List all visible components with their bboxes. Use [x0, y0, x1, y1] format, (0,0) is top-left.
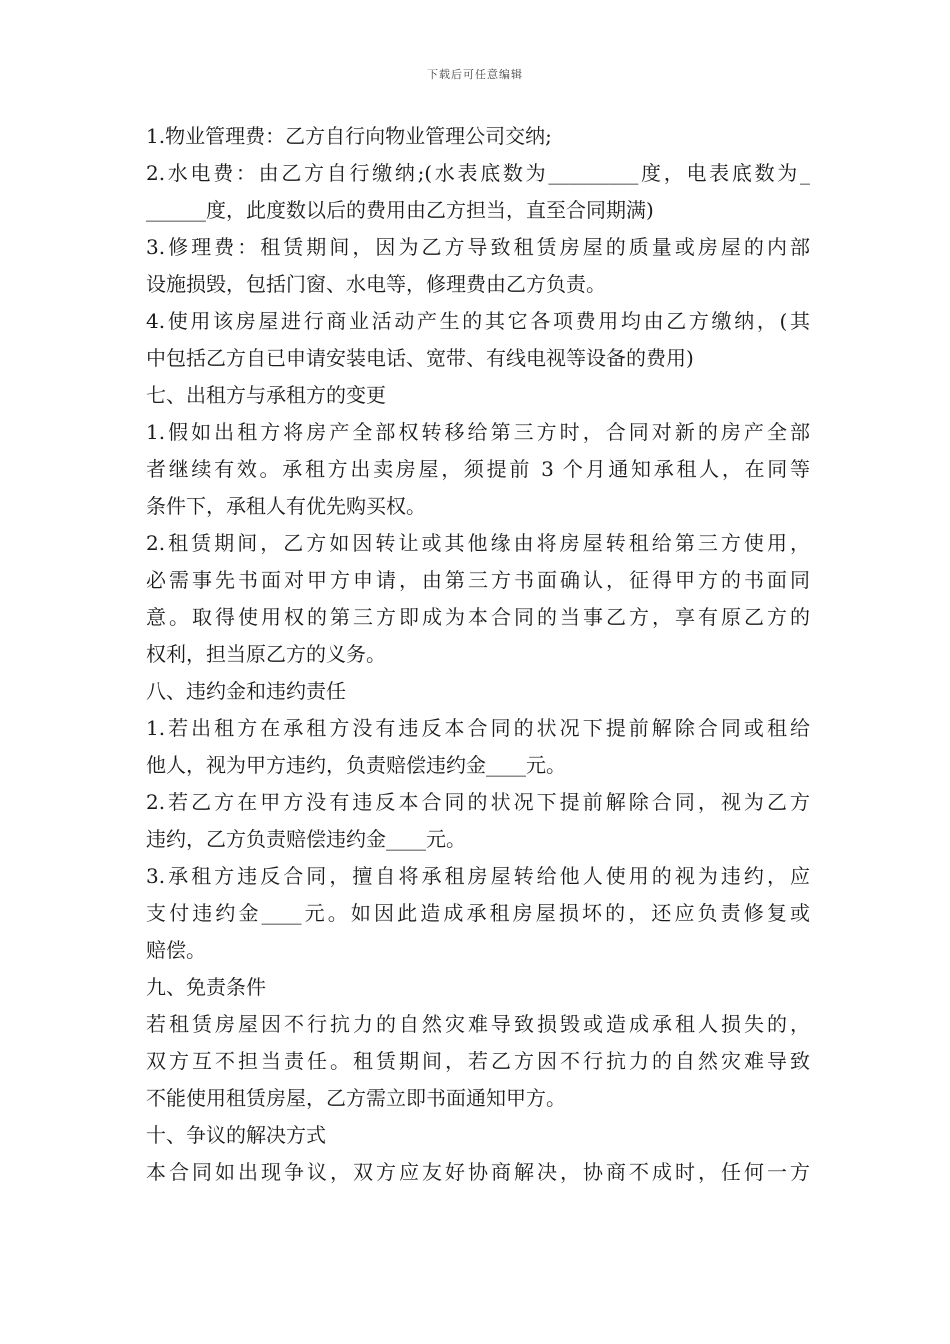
- document-line: 支付违约金____元。如因此造成承租房屋损坏的，还应负责修复或: [146, 901, 810, 925]
- document-line: 3.修理费：租赁期间，因为乙方导致租赁房屋的质量或房屋的内部: [146, 235, 810, 259]
- document-line: 4.使用该房屋进行商业活动产生的其它各项费用均由乙方缴纳，(其: [146, 309, 810, 333]
- document-line: 意。取得使用权的第三方即成为本合同的当事乙方，享有原乙方的: [146, 605, 810, 629]
- document-line: 2.若乙方在甲方没有违反本合同的状况下提前解除合同，视为乙方: [146, 790, 810, 814]
- document-line: 八、违约金和违约责任: [146, 679, 346, 703]
- document-line: 权利，担当原乙方的义务。: [146, 642, 386, 666]
- document-line: 必需事先书面对甲方申请，由第三方书面确认，征得甲方的书面同: [146, 568, 810, 592]
- document-line: 1.若出租方在承租方没有违反本合同的状况下提前解除合同或租给: [146, 716, 810, 740]
- document-line: 中包括乙方自已申请安装电话、宽带、有线电视等设备的费用): [146, 346, 694, 370]
- document-line: 条件下，承租人有优先购买权。: [146, 494, 426, 518]
- page-header-note: 下载后可任意编辑: [427, 68, 523, 81]
- document-line: 赔偿。: [146, 938, 206, 962]
- document-line: 1.假如出租方将房产全部权转移给第三方时，合同对新的房产全部: [146, 420, 810, 444]
- document-line: 本合同如出现争议，双方应友好协商解决，协商不成时，任何一方: [146, 1160, 810, 1184]
- document-line: 3.承租方违反合同，擅自将承租房屋转给他人使用的视为违约，应: [146, 864, 810, 888]
- document-line: 违约，乙方负责赔偿违约金____元。: [146, 827, 466, 851]
- document-line: 者继续有效。承租方出卖房屋，须提前 3 个月通知承租人，在同等: [146, 457, 810, 481]
- document-line: 若租赁房屋因不行抗力的自然灾难导致损毁或造成承租人损失的，: [146, 1012, 810, 1036]
- document-line: ______度，此度数以后的费用由乙方担当，直至合同期满): [146, 198, 654, 222]
- document-line: 九、免责条件: [146, 975, 266, 999]
- document-line: 2.水电费：由乙方自行缴纳;(水表底数为_________度，电表底数为_: [146, 161, 810, 185]
- document-line: 七、出租方与承租方的变更: [146, 383, 386, 407]
- document-line: 他人，视为甲方违约，负责赔偿违约金____元。: [146, 753, 566, 777]
- document-body: [146, 118, 810, 1191]
- document-line: 2.租赁期间，乙方如因转让或其他缘由将房屋转租给第三方使用，: [146, 531, 810, 555]
- document-line: 不能使用租赁房屋，乙方需立即书面通知甲方。: [146, 1086, 566, 1110]
- document-line: 双方互不担当责任。租赁期间，若乙方因不行抗力的自然灾难导致: [146, 1049, 810, 1073]
- document-line: 十、争议的解决方式: [146, 1123, 326, 1147]
- document-line: 设施损毁，包括门窗、水电等，修理费由乙方负责。: [146, 272, 606, 296]
- document-line: 1.物业管理费：乙方自行向物业管理公司交纳;: [146, 124, 552, 148]
